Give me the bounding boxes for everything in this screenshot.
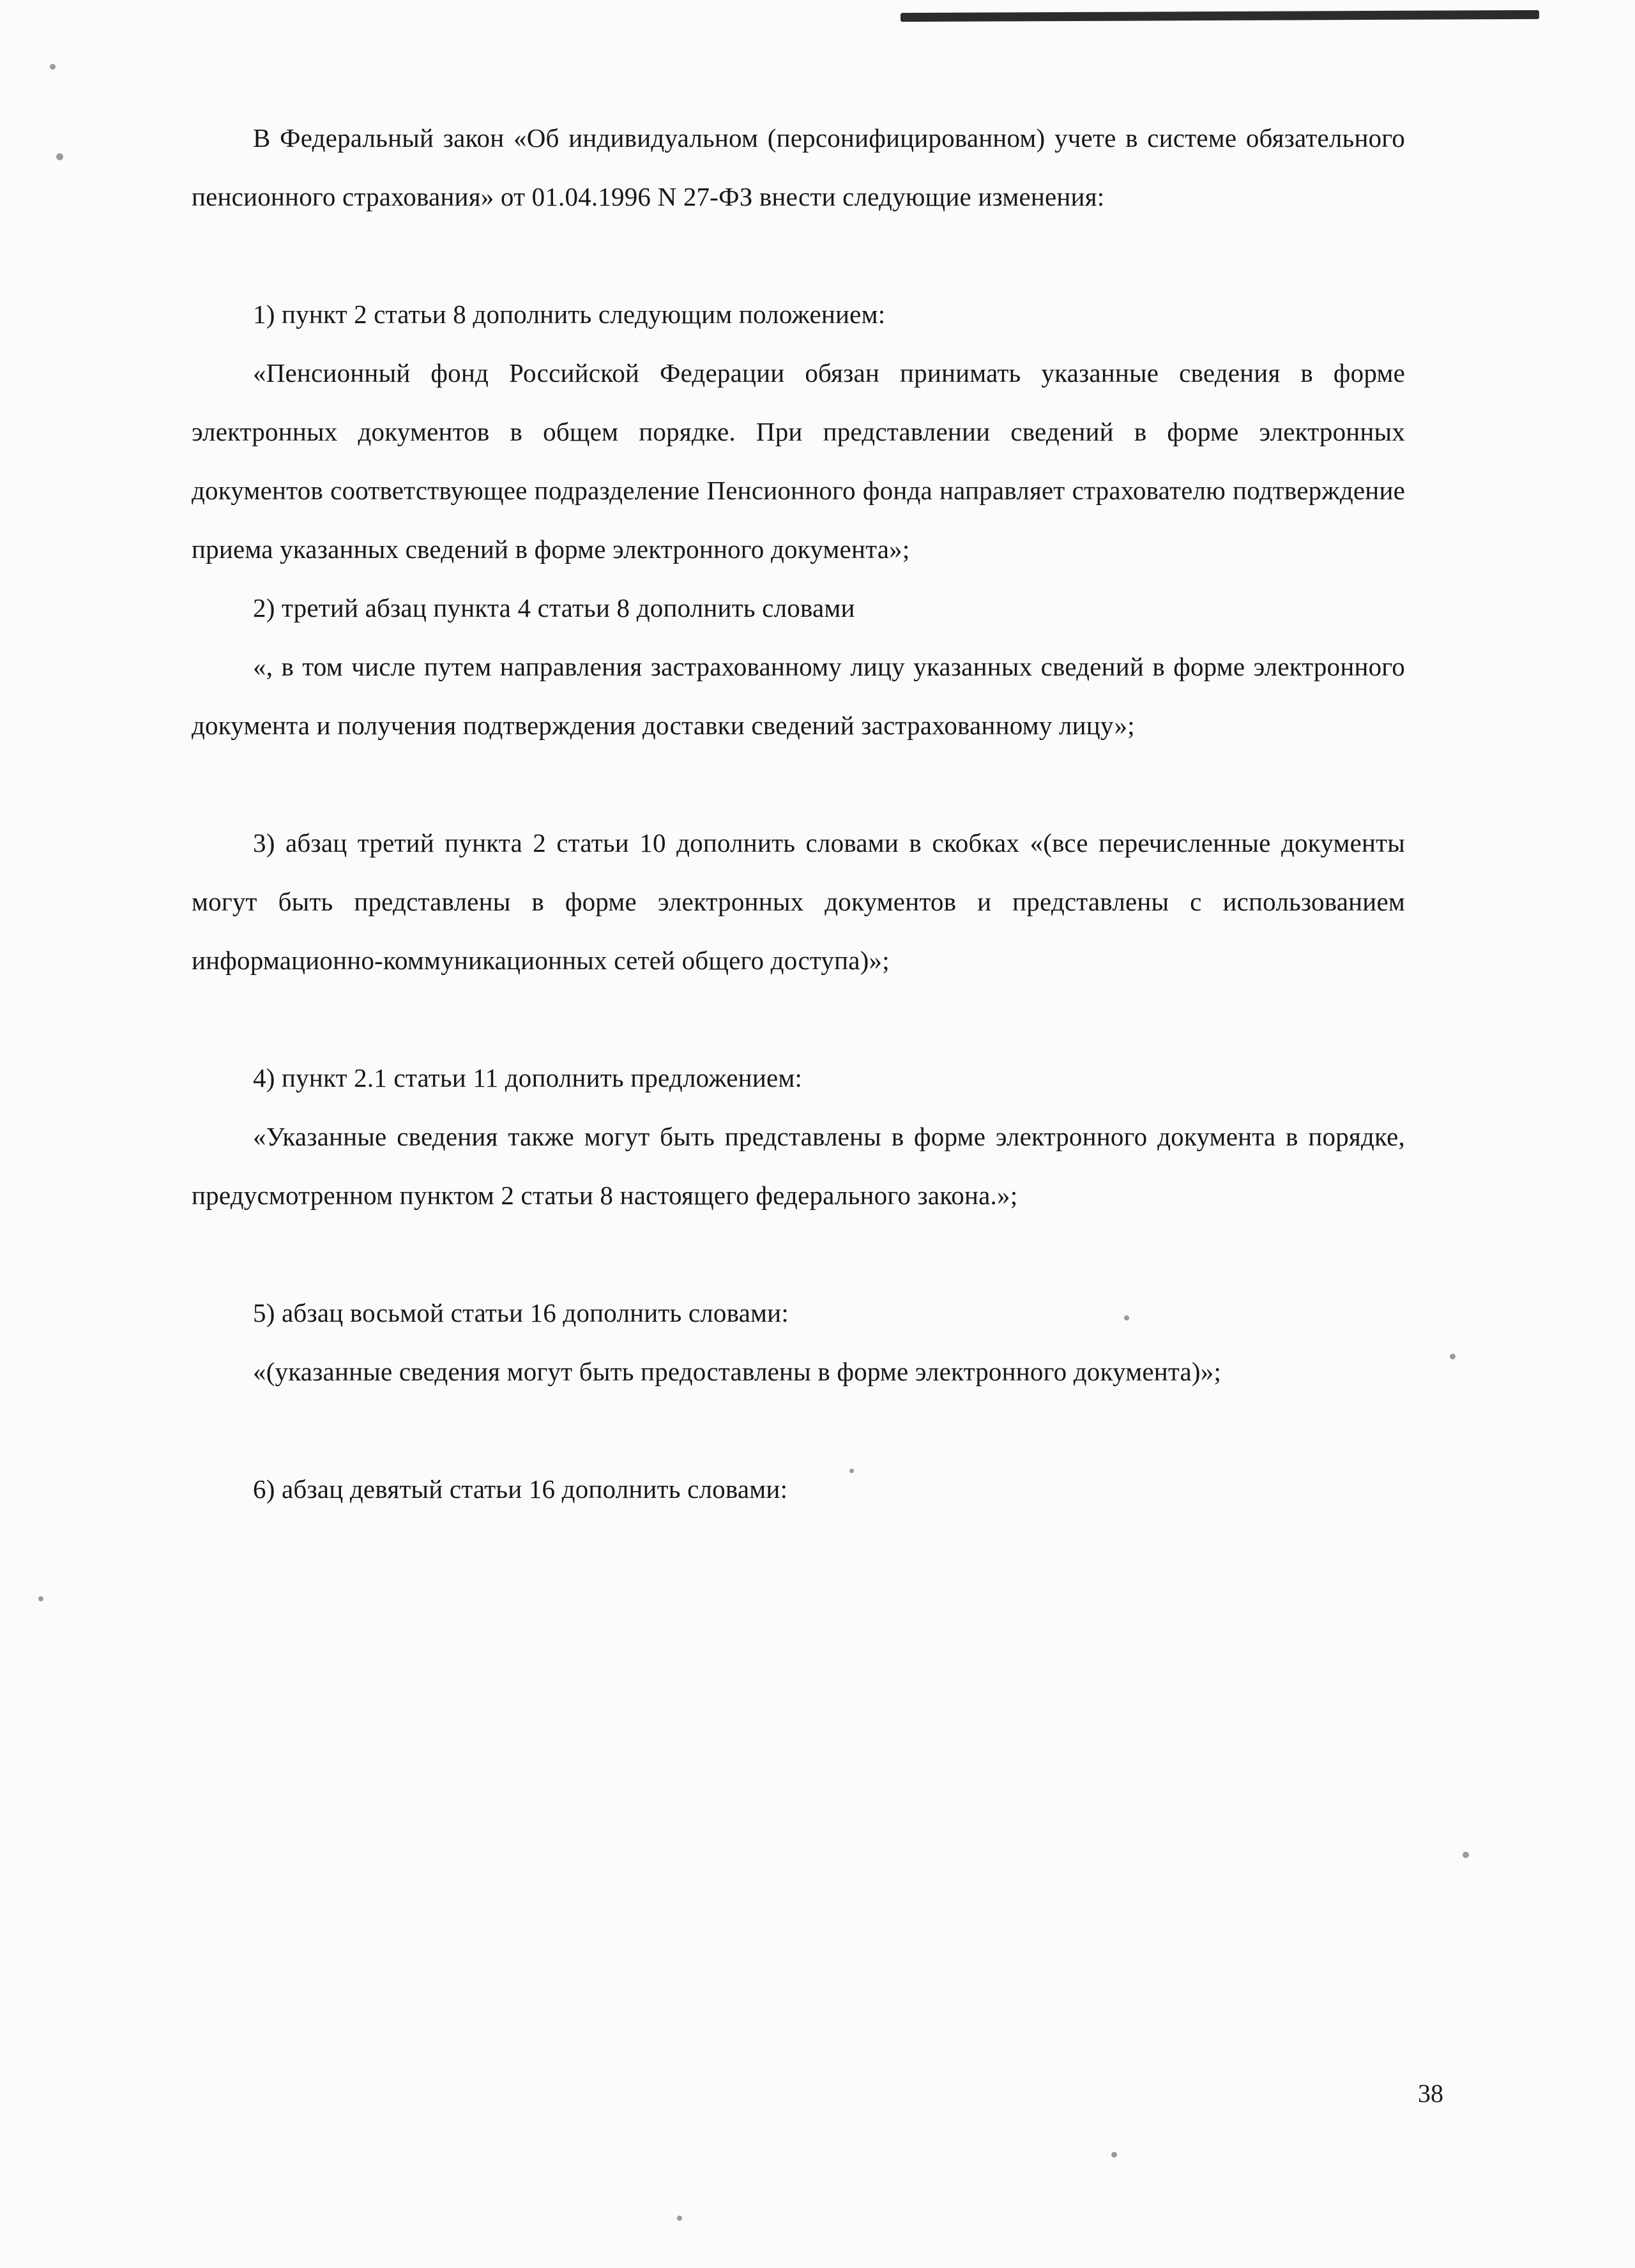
page-number: 38 — [1418, 2079, 1443, 2108]
paragraph-intro: В Федеральный закон «Об индивидуальном (персонифицированном) учете в системе обязательного пенсионного страхования» от 01.04.1996 N 27-ФЗ внести следующие изменения: — [192, 123, 1405, 211]
paragraph-item-5-lead: 5) абзац восьмой статьи 16 дополнить словами: — [253, 1298, 789, 1327]
scan-speck — [38, 1596, 43, 1601]
scan-speck — [677, 2216, 682, 2221]
paragraph-gap — [192, 990, 1405, 1048]
document-body — [192, 109, 1405, 1518]
scan-speck — [1450, 1354, 1456, 1359]
paragraph-item-4-quote: «Указанные сведения также могут быть представлены в форме электронного документа в порядке, предусмотренном пунктом 2 статьи 8 настоящего федерального закона.»; — [192, 1122, 1405, 1210]
paragraph-gap — [192, 226, 1405, 285]
paragraph-gap — [192, 755, 1405, 813]
paragraph-item-3: 3) абзац третий пункта 2 статьи 10 дополнить словами в скобках «(все перечисленные документы могут быть представлены в форме электронных документов и представлены с использованием информационно-коммуникационных сетей общего доступа)»; — [192, 828, 1405, 975]
paragraph-item-1-lead: 1) пункт 2 статьи 8 дополнить следующим положением: — [253, 299, 886, 329]
scan-speck — [56, 153, 63, 160]
paragraph-item-1-quote: «Пенсионный фонд Российской Федерации обязан принимать указанные сведения в форме электронных документов в общем порядке. При представлении сведений в форме электронных документов соответствующее подразделение Пенсионного фонда направляет страхователю подтверждение приема указанных сведений в форме электронного документа»; — [192, 358, 1405, 564]
scan-speck — [1463, 1852, 1469, 1858]
header-rule — [901, 10, 1539, 22]
paragraph-item-4-lead: 4) пункт 2.1 статьи 11 дополнить предложением: — [253, 1063, 803, 1092]
paragraph-gap — [192, 1225, 1405, 1283]
paragraph-item-2-quote: «, в том числе путем направления застрахованному лицу указанных сведений в форме электронного документа и получения подтверждения доставки сведений застрахованному лицу»; — [192, 652, 1405, 740]
scan-speck — [1111, 2152, 1117, 2158]
scan-speck — [50, 64, 56, 70]
paragraph-item-2-lead: 2) третий абзац пункта 4 статьи 8 дополнить словами — [253, 593, 855, 623]
paragraph-item-5-quote: «(указанные сведения могут быть предоставлены в форме электронного документа)»; — [253, 1357, 1222, 1386]
paragraph-gap — [192, 1401, 1405, 1460]
paragraph-item-6-lead: 6) абзац девятый статьи 16 дополнить словами: — [253, 1474, 788, 1504]
